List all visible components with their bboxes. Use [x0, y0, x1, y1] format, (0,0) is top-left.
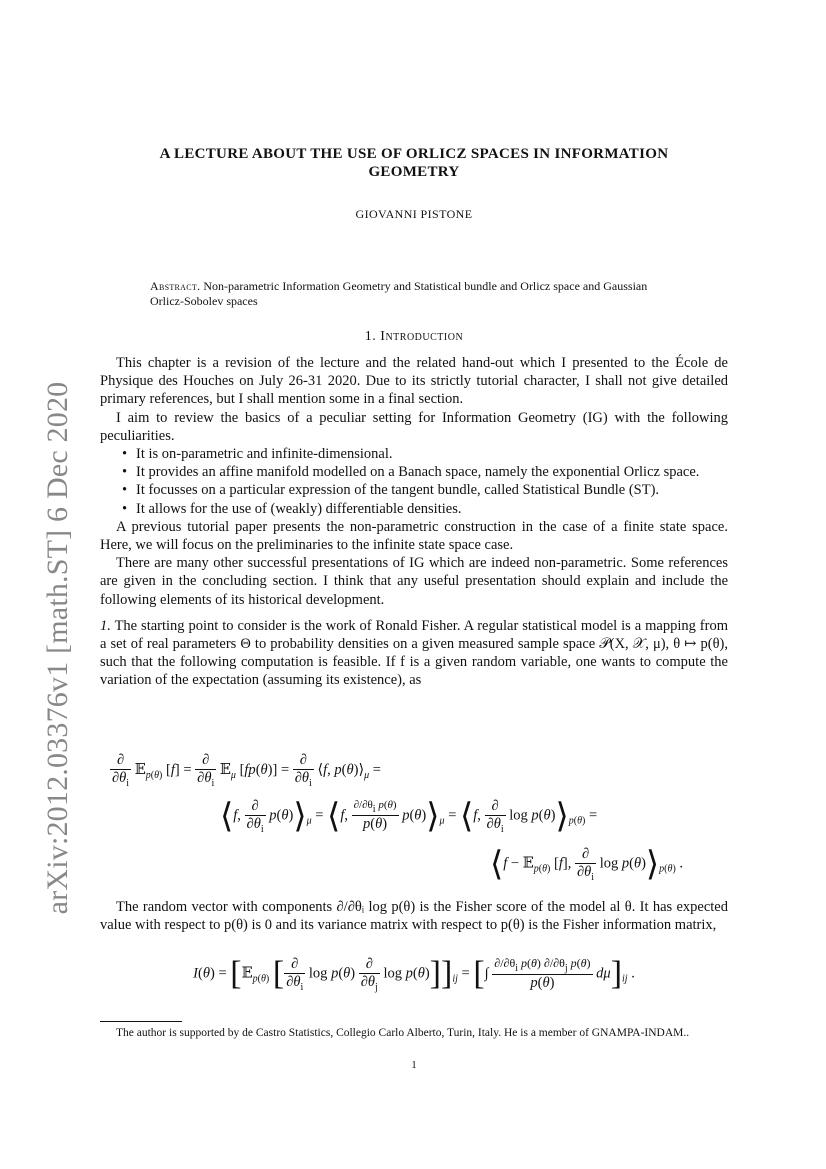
equation-expectation-derivative: $\frac{\partial}{\partial\theta_i}$ 𝔼$_{p(\theta)}$ [f] = $\frac{\partial}{\partial\theta_i}$ 𝔼$_\mu$ [fp(θ)] = $\frac{\partial}{\partial\theta_i}$ ⟨f, $p(\theta)⟩_\mu$ = ⟨f, $\frac{\partial}{\partial\theta_i}$ $p(\theta)⟩_\mu$ = ⟨f, $\frac{\text{∂/∂θi p(θ)}}{p(\theta)}$ $p(\theta)⟩_\mu$ = ⟨f, $\frac{\partial}{\partial\theta_i}$ $\log p(\theta)⟩_{p(\theta)}$ = ⟨f − 𝔼$_{p(\theta)}$ [f], $\frac{\partial}{\partial\theta_i}$ $\log p(\theta)⟩_{p(\theta)}$ . — [112, 752, 684, 883]
footnote: The author is supported by de Castro Statistics, Collegio Carlo Alberto, Turin, Italy. He is a member of GNAMPA-INDAM.. — [116, 1027, 690, 1039]
list-item: • It is on-parametric and infinite-dimensional. — [136, 445, 728, 463]
abstract — [150, 279, 680, 309]
author-name: GIOVANNI PISTONE — [355, 207, 473, 221]
list-item: • It provides an affine manifold modelled on a Banach space, namely the exponential Orlicz space. — [136, 463, 728, 481]
paragraph-3: A previous tutorial paper presents the non-parametric construction in the case of a finite state space. Here, we will focus on the preliminaries to the infinite state space case. — [100, 518, 728, 554]
peculiarities-list — [100, 445, 728, 518]
list-item: • It allows for the use of (weakly) differentiable densities. — [136, 500, 728, 518]
item-number: 1. — [100, 617, 111, 634]
abstract-label: Abstract. — [150, 279, 201, 293]
title-line-2: GEOMETRY — [368, 164, 460, 180]
paragraph-5: 1. The starting point to consider is the work of Ronald Fisher. A regular statistical model is a mapping from a set of real parameters Θ to probability densities on a given measured sample space 𝒫(X, 𝒳, μ), θ ↦ p(θ), such that the following computation is feasible. If f is a given random variable, one wants to compute the variation of the expectation (assuming its existence), as — [100, 617, 728, 689]
footnote-rule — [100, 1021, 182, 1022]
section-number: 1. — [364, 329, 377, 344]
list-item: • It focusses on a particular expression of the tangent bundle, called Statistical Bundle (ST). — [136, 481, 728, 499]
abstract-text: Non-parametric Information Geometry and Statistical bundle and Orlicz space and Gaussian Orlicz-Sobolev spaces — [150, 279, 648, 308]
paragraph-4: There are many other successful presentations of IG which are indeed non-parametric. Some references are given in the concluding section. I think that any useful presentation should explain and include the following elements of its historical development. — [100, 555, 728, 608]
arxiv-stamp: arXiv:2012.03376v1 [math.ST] 6 Dec 2020 — [41, 381, 74, 915]
equation-fisher-information: I(θ) = [𝔼$_{p(\theta)}$ [ $\frac{\partial}{\partial\theta_i}$ log p(θ) $\frac{\partial}{\partial\theta_j}$ $\log p(\theta)]]_{ij}$ = [∫ $\frac{\partial/\partial\theta_i p(\theta) \partial/\partial\theta_j p(\theta)}{p(\theta)}$ $d\mu]_{ij}$ . — [193, 955, 635, 993]
intro-body — [100, 354, 728, 690]
paragraph-6: The random vector with components ∂/∂θᵢ log p(θ) is the Fisher score of the model al θ. It has expected value with respect to p(θ) is 0 and its variance matrix with respect to p(θ) is the Fisher information matrix, — [100, 899, 728, 934]
paragraph-2: I aim to review the basics of a peculiar setting for Information Geometry (IG) with the following peculiarities. — [100, 409, 728, 444]
paragraph-1: This chapter is a revision of the lecture and the related hand-out which I presented to the École de Physique des Houches on July 26-31 2020. Due to its strictly tutorial character, I shall not give detailed primary references, but I shall mention some in a final section. — [100, 355, 728, 408]
section-heading — [100, 329, 728, 345]
title-line-1: A LECTURE ABOUT THE USE OF ORLICZ SPACES IN INFORMATION — [159, 146, 669, 162]
page-number: 1 — [411, 1059, 417, 1071]
paper-title — [100, 145, 728, 181]
section-title: Introduction — [380, 329, 464, 344]
